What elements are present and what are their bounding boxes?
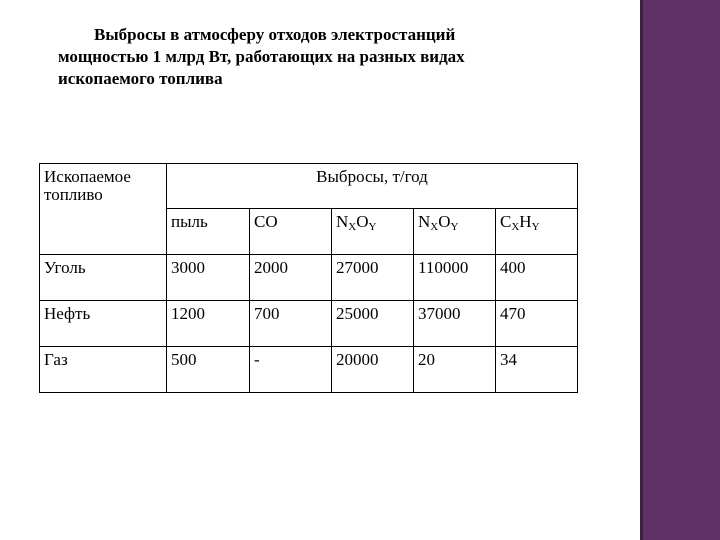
fuel-header-line-2: топливо bbox=[44, 185, 103, 204]
value-cell: 20 bbox=[414, 347, 496, 393]
fuel-header-cell bbox=[40, 164, 167, 255]
emissions-header-cell: Выбросы, т/год bbox=[167, 164, 578, 209]
fuel-name-cell: Уголь bbox=[40, 255, 167, 301]
table-row bbox=[40, 255, 578, 301]
table-header-row bbox=[40, 164, 578, 209]
value-cell: 3000 bbox=[167, 255, 250, 301]
side-band-edge bbox=[640, 0, 643, 540]
title-line-1: Выбросы в атмосферу отходов электростанций bbox=[94, 25, 456, 44]
emissions-table bbox=[39, 163, 578, 393]
fuel-header-line-1: Ископаемое bbox=[44, 167, 131, 186]
side-decoration-band bbox=[640, 0, 720, 540]
table-row bbox=[40, 301, 578, 347]
col-header-co: CO bbox=[250, 209, 332, 255]
fuel-name-cell: Газ bbox=[40, 347, 167, 393]
table-row bbox=[40, 347, 578, 393]
col-header-nxoy-1: $N_XO_Y$ bbox=[332, 209, 414, 255]
value-cell: 25000 bbox=[332, 301, 414, 347]
value-cell: 2000 bbox=[250, 255, 332, 301]
col-header-nxoy-2: $N_XO_Y$ bbox=[414, 209, 496, 255]
value-cell: 20000 bbox=[332, 347, 414, 393]
title-line-2: мощностью 1 млрд Вт, работающих на разных видах bbox=[58, 47, 465, 66]
value-cell: 34 bbox=[496, 347, 578, 393]
value-cell: 700 bbox=[250, 301, 332, 347]
value-cell: 27000 bbox=[332, 255, 414, 301]
fuel-name-cell: Нефть bbox=[40, 301, 167, 347]
value-cell: 1200 bbox=[167, 301, 250, 347]
value-cell: 110000 bbox=[414, 255, 496, 301]
value-cell: 400 bbox=[496, 255, 578, 301]
col-header-dust: пыль bbox=[167, 209, 250, 255]
value-cell: 470 bbox=[496, 301, 578, 347]
value-cell: - bbox=[250, 347, 332, 393]
title-line-3: ископаемого топлива bbox=[58, 69, 223, 88]
value-cell: 37000 bbox=[414, 301, 496, 347]
value-cell: 500 bbox=[167, 347, 250, 393]
slide-title bbox=[58, 24, 578, 90]
col-header-cxhy: $C_XH_Y$ bbox=[496, 209, 578, 255]
